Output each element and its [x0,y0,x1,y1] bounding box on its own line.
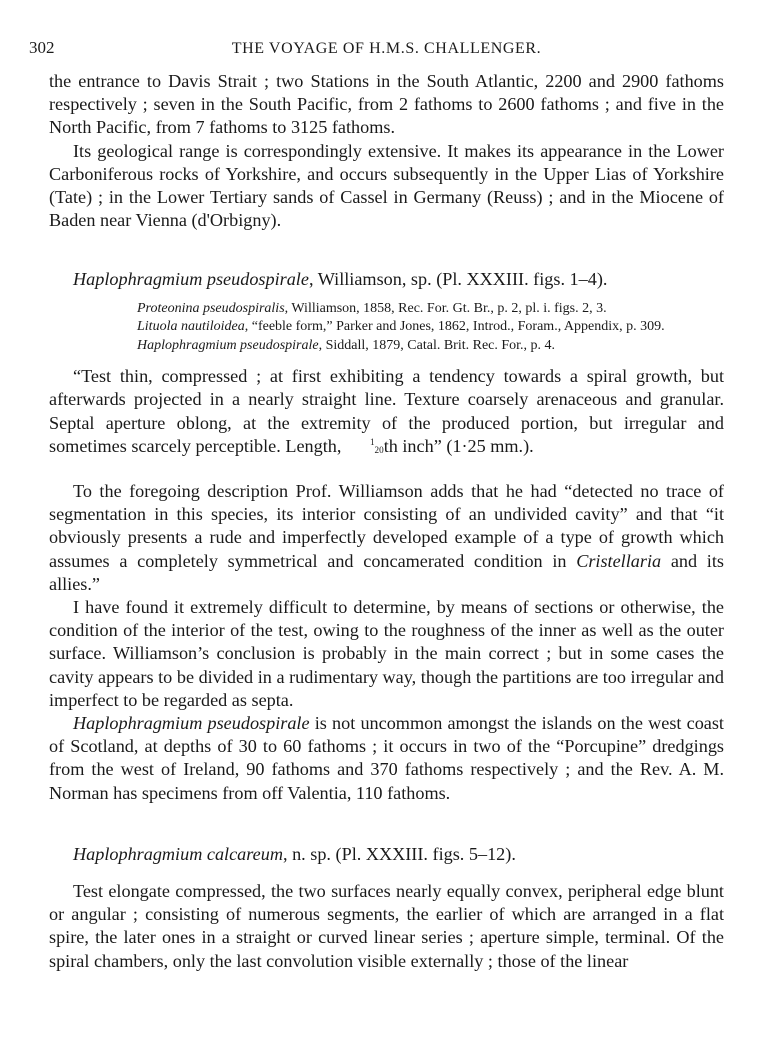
paragraph-text: To the foregoing description Prof. Williamson adds that he had “detected no trace of segmentation in this species, its interior consisting of an undivided cavity” and that “it obviously presents a rude and imperfectly developed example of a type of growth which assumes a completely symmetrical and concamerated condition in [49,480,724,571]
genus-name: Cristellaria [576,550,662,571]
page-number: 302 [29,38,55,57]
williamson-paragraph [49,480,724,596]
species-authority: , Williamson, sp. (Pl. XXXIII. figs. 1–4). [308,269,608,290]
species-heading-calcareum [49,843,724,866]
synonym-name: Proteonina pseudospiralis [137,300,285,316]
fraction [346,437,384,455]
synonym-reference: , Siddall, 1879, Catal. Brit. Rec. For., p. 4. [318,337,556,353]
species-name: Haplophragmium pseudospirale [73,269,309,290]
synonym-reference: , “feeble form,” Parker and Jones, 1862, Introd., Foram., Appendix, p. 309. [244,319,665,335]
synonym-entry [137,318,724,337]
page [29,36,724,973]
geological-range-paragraph: Its geological range is correspondingly extensive. It makes its appearance in the Lower Carboniferous rocks of Yorkshire, and occurs subsequently in the Upper Lias of Yorkshire (Tate) ; in the Lower Tertiary sands of Cassel in Germany (Reuss) ; and in the Miocene of Baden near Vienna (d'Orbigny). [49,140,724,231]
species-name-inline: Haplophragmium pseudospirale [73,712,310,733]
synonym-entry [137,300,724,319]
synonymy-list [137,300,724,356]
distribution-paragraph [49,712,724,805]
species-name: Haplophragmium calcareum [73,843,283,864]
species-authority: , n. sp. (Pl. XXXIII. figs. 5–12). [282,843,516,864]
running-head: THE VOYAGE OF H.M.S. CHALLENGER. [231,40,542,57]
interior-paragraph: I have found it extremely difficult to determine, by means of sections or otherwise, the condition of the interior of the test, owing to the roughness of the inner as well as the outer surface. Williamson’s conclusion is probably in the main correct ; but in some cases the cavity appears to be divided in a rudimentary way, though the partitions are too irregular and imperfect to be regarded as septa. [49,596,724,710]
fraction-denominator: 20 [374,444,384,455]
page-header [29,36,724,60]
fraction-numerator: 1 [369,437,375,448]
synonym-reference: , Williamson, 1858, Rec. For. Gt. Br., p. 2, pl. i. figs. 2, 3. [284,300,607,316]
paragraph-text-end: and its allies.” [49,550,724,594]
synonym-entry [137,337,724,356]
paragraph-text: is not uncommon amongst the islands on the west coast of Scotland, at depths of 30 to 60 fathoms ; it occurs in two of the “Porcupine” dredgings from the west of Ireland, 90 fathoms and 370 fathoms respectively ; and the Rev. A. M. Norman has specimens from off Valentia, 110 fathoms. [49,712,724,803]
quote-text: “Test thin, compressed ; at first exhibiting a tendency towards a spiral growth, but afterwards projected in a nearly straight line. Texture coarsely arenaceous and granular. Septal aperture oblong, at the extremity of the produced portion, but irregular and sometimes scarcely perceptible. Length, [49,366,724,456]
synonym-name: Haplophragmium pseudospirale [137,337,319,353]
calcareum-description: Test elongate compressed, the two surfaces nearly equally convex, peripheral edge blunt or angular ; consisting of numerous segments, the earlier of which are arranged in a flat spire, the later ones in a straight or curved linear series ; aperture simple, terminal. Of the spiral chambers, only the last convolution visible externally ; those of the linear [49,880,724,971]
species-heading-pseudospirale [49,268,724,291]
intro-paragraph-continued: the entrance to Davis Strait ; two Stations in the South Atlantic, 2200 and 2900 fathoms respectively ; seven in the South Pacific, from 2 fathoms to 2600 fathoms ; and five in the North Pacific, from 7 fathoms to 3125 fathoms. [49,71,724,138]
quote-text-end: th inch” (1·25 mm.). [383,435,534,456]
synonym-name: Lituola nautiloidea [137,319,245,335]
quoted-description [49,365,724,458]
